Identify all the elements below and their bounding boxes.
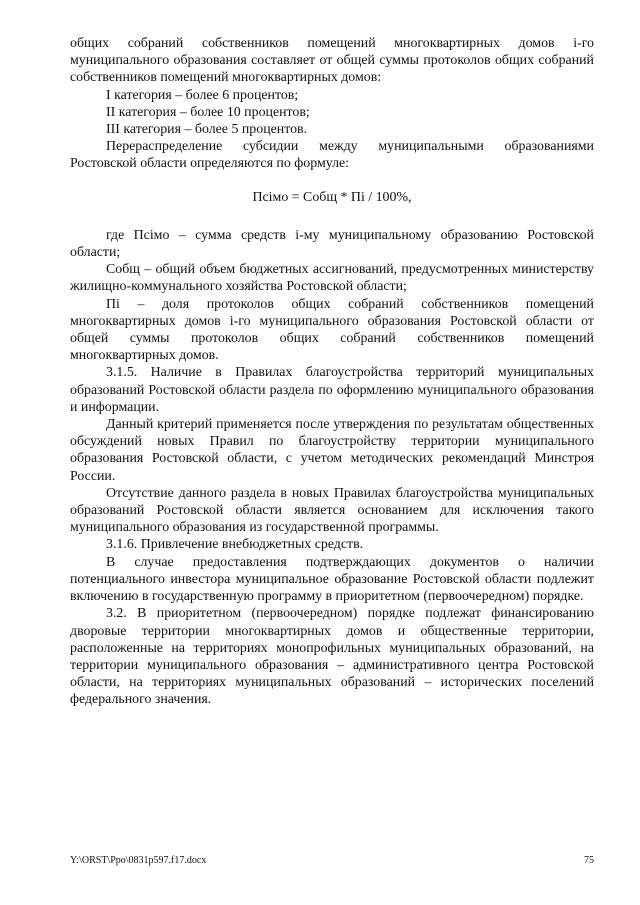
paragraph-redistribution: Перераспределение субсидии между муниципальными образованиями Ростовской области определяются по формуле: (70, 139, 594, 172)
paragraph-category-3: III категория – более 5 процентов. (106, 122, 308, 138)
footer-page-number: 75 (584, 855, 594, 866)
paragraph-criterion: Данный критерий применяется после утверждения по результатам общественных обсуждений новых Правил по благоустройству территории муниципального образования Ростовской области, с учетом методических рекомендаций Минстроя России. (70, 417, 594, 484)
paragraph-def-pi: Пі – доля протоколов общих собраний собственников помещений многоквартирных домов i-го муниципального образования Ростовской области от общей суммы протоколов общих собраний собственников помещений многоквартирных домов. (70, 296, 594, 364)
paragraph-category-2: II категория – более 10 процентов; (106, 104, 310, 120)
document-body (70, 35, 594, 709)
paragraph-3-1-5: 3.1.5. Наличие в Правилах благоустройства территорий муниципальных образований Ростовской области раздела по оформлению муниципального образования и информации. (70, 365, 594, 415)
formula: Псімо = Собщ * Пі / 100%, (252, 189, 412, 205)
paragraph-def-psimo: где Псімо – сумма средств i-му муниципальному образованию Ростовской области; (70, 227, 594, 261)
paragraph-def-sobshch: Собщ – общий объем бюджетных ассигнований, предусмотренных министерству жилищно-коммунального хозяйства Ростовской области; (70, 262, 594, 295)
paragraph-continuation: общих собраний собственников помещений многоквартирных домов i-го муниципального образования составляет от общей суммы протоколов общих собраний собственников помещений многоквартирных домов: (70, 36, 594, 86)
footer-file-path: Y:\ORST\Ppo\0831p597.f17.docx (70, 855, 207, 866)
paragraph-3-1-6: 3.1.6. Привлечение внебюджетных средств. (106, 537, 364, 553)
paragraph-category-1: I категория – более 6 процентов; (106, 87, 299, 103)
paragraph-investor: В случае предоставления подтверждающих документов о наличии потенциального инвестора муниципальное образование Ростовской области подлежит включению в государственную программу в приоритетном (первоочередном) порядке. (70, 554, 594, 605)
paragraph-absence: Отсутствие данного раздела в новых Правилах благоустройства муниципальных образований Ростовской области является основанием для исключения такого муниципального образования из государственной программы. (70, 485, 594, 536)
paragraph-3-2: 3.2. В приоритетном (первоочередном) порядке подлежат финансированию дворовые территории многоквартирных домов и общественные территории, расположенные на территориях монопрофильных муниципальных образований, на территории муниципального образования – административного центра Ростовской области, на территориях муниципальных образований – исторических поселений федерального значения. (70, 606, 594, 708)
